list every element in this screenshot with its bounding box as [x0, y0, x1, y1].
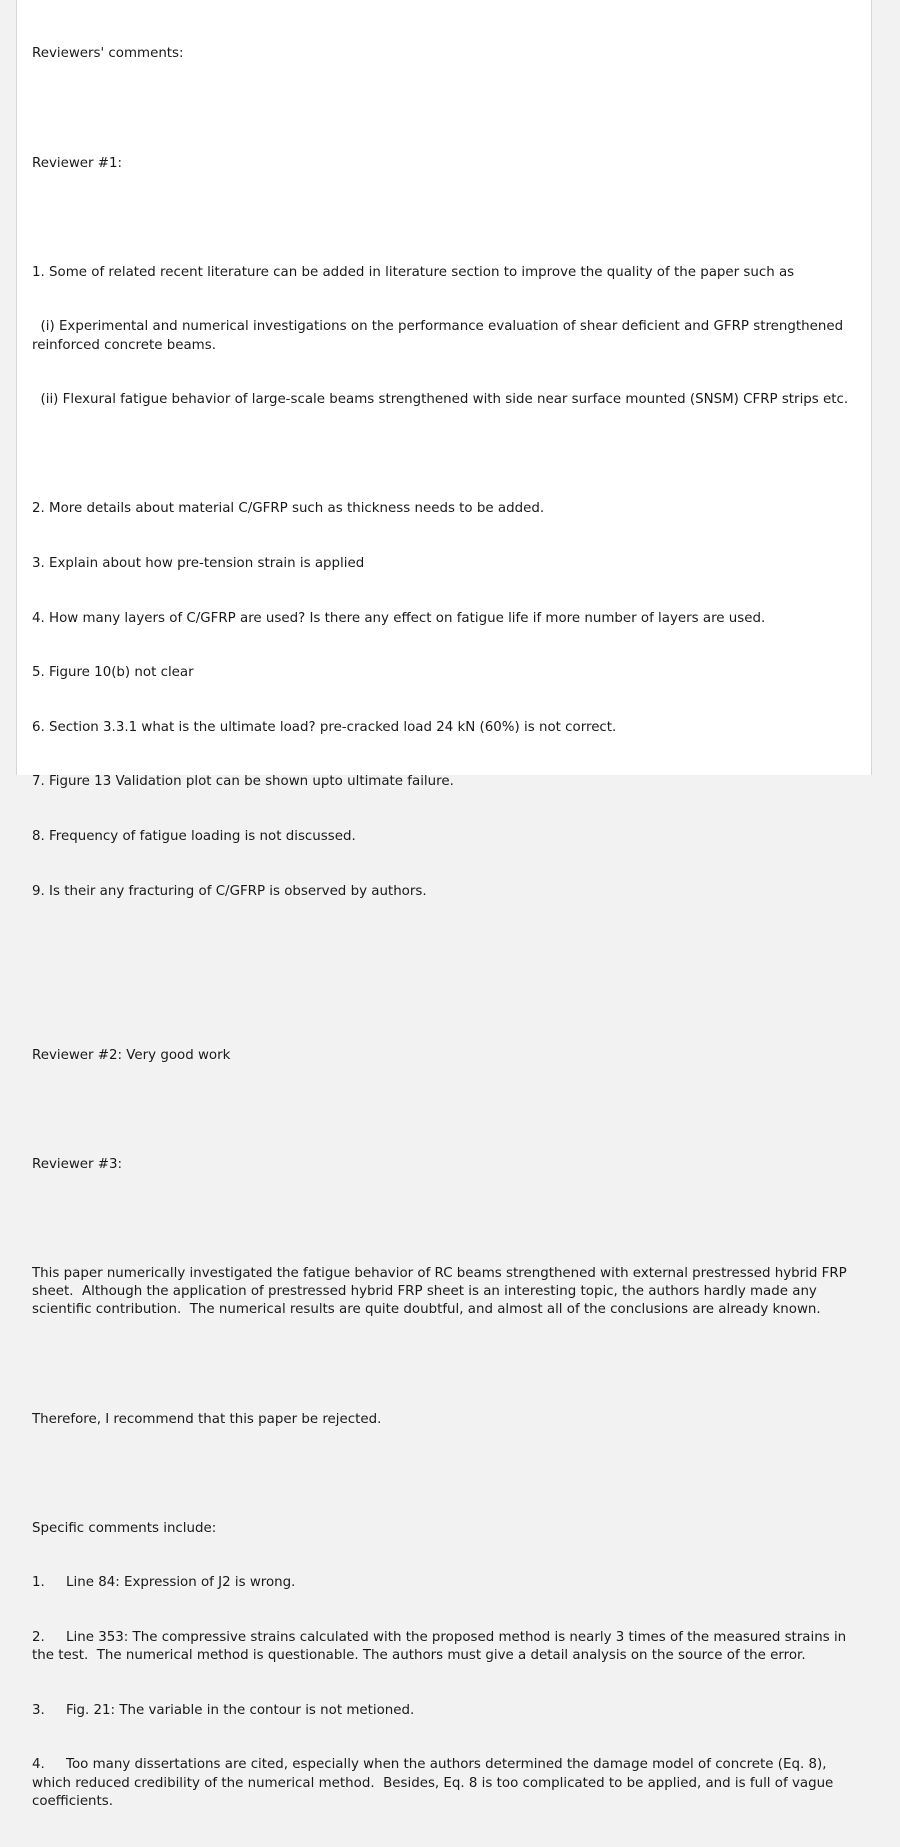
reviewer-comments-panel — [16, 0, 872, 1809]
reviewer-1-item-6: 6. Section 3.3.1 what is the ultimate load? pre-cracked load 24 kN (60%) is not correct. — [32, 719, 617, 735]
reviewer-1-item-1: 1. Some of related recent literature can be added in literature section to improve the quality of the paper such as — [32, 264, 795, 280]
reviewer-1-item-9: 9. Is their any fracturing of C/GFRP is observed by authors. — [32, 883, 427, 899]
reviewer-1-title: Reviewer #1: — [32, 155, 123, 171]
spacer — [32, 1101, 857, 1119]
specific-comment-3: 3. Fig. 21: The variable in the contour is not metioned. — [32, 1702, 415, 1718]
spacer — [32, 209, 857, 227]
specific-comments-heading: Specific comments include: — [32, 1520, 217, 1536]
spacer — [32, 992, 857, 1010]
spacer — [32, 1210, 857, 1228]
spacer — [32, 446, 857, 464]
comments-heading: Reviewers' comments: — [32, 46, 184, 62]
reviewer-3-recommendation: Therefore, I recommend that this paper be rejected. — [32, 1411, 382, 1427]
reviewer-comments-text — [17, 0, 871, 1847]
reviewer-1-item-2: 2. More details about material C/GFRP such as thickness needs to be added. — [32, 501, 545, 517]
reviewer-1-item-7: 7. Figure 13 Validation plot can be shown upto ultimate failure. — [32, 774, 454, 790]
specific-comment-4: 4. Too many dissertations are cited, especially when the authors determined the damage model of concrete (Eq. 8), which reduced credibility of the numerical method. Besides, Eq. 8 is too complicated to be applied, and is full of vague coefficients. — [32, 1757, 838, 1809]
spacer — [32, 1465, 857, 1483]
reviewer-1-item-4: 4. How many layers of C/GFRP are used? Is there any effect on fatigue life if more number of layers are used. — [32, 610, 766, 626]
reviewer-1-item-5: 5. Figure 10(b) not clear — [32, 665, 194, 681]
reviewer-1-item-8: 8. Frequency of fatigue loading is not discussed. — [32, 829, 356, 845]
spacer — [32, 937, 857, 955]
spacer — [32, 100, 857, 118]
reviewer-3-summary: This paper numerically investigated the fatigue behavior of RC beams strengthened with external prestressed hybrid FRP sheet. Although the application of prestressed hybrid FRP sheet is an interesting topic, the authors hardly made any scientific contribution. The numerical results are quite doubtful, and almost all of the conclusions are already known. — [32, 1265, 851, 1318]
reviewer-3-title: Reviewer #3: — [32, 1156, 123, 1172]
reviewer-2-title: Reviewer #2: Very good work — [32, 1047, 231, 1063]
spacer — [32, 1356, 857, 1374]
reviewer-1-item-3: 3. Explain about how pre-tension strain is applied — [32, 556, 365, 572]
specific-comment-2: 2. Line 353: The compressive strains calculated with the proposed method is nearly 3 times of the measured strains in the test. The numerical method is questionable. The authors must give a detail analysis on the source of the error. — [32, 1629, 851, 1664]
reviewer-1-item-1-sub-ii: (ii) Flexural fatigue behavior of large-scale beams strengthened with side near surface mounted (SNSM) CFRP strips etc. — [32, 392, 849, 408]
specific-comment-1: 1. Line 84: Expression of J2 is wrong. — [32, 1575, 296, 1591]
reviewer-1-item-1-sub-i: (i) Experimental and numerical investigations on the performance evaluation of shear deficient and GFRP strengthened reinforced concrete beams. — [32, 319, 848, 353]
